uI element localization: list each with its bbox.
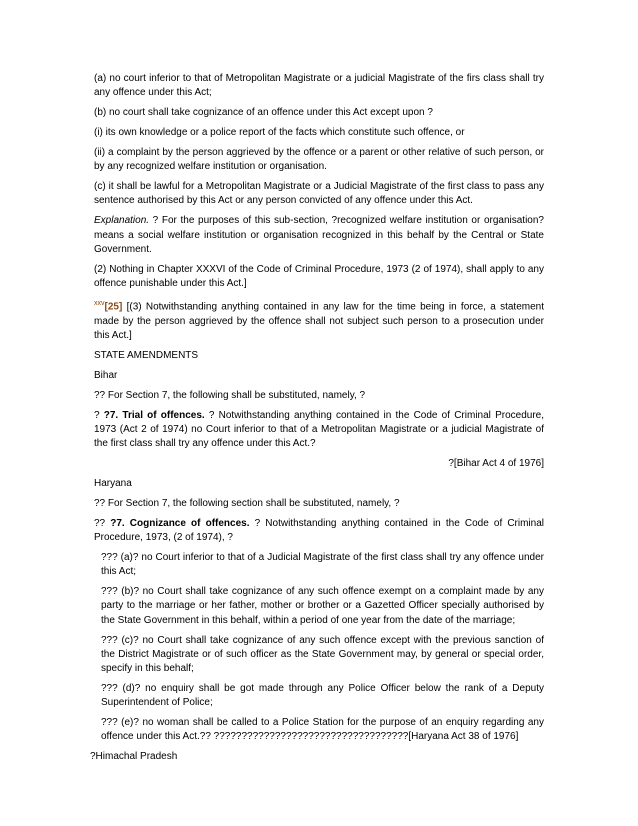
explanation-text: ? For the purposes of this sub-section, ?recognized welfare institution or organisation? means a social welfare institution or organisation recognized in this behalf by the Central or State Government. <box>94 215 544 255</box>
clause-a: (a) no court inferior to that of Metropolitan Magistrate or a judicial Magistrate of the firs class shall try any offence under this Act; <box>94 73 544 99</box>
state-bihar: Bihar <box>94 369 118 381</box>
bihar-act-citation: ?[Bihar Act 4 of 1976] <box>448 457 544 469</box>
footnote-superscript: xxv <box>94 300 105 308</box>
bihar-lead: ? <box>94 409 104 421</box>
haryana-clause-a: ??? (a)? no Court inferior to that of a Judicial Magistrate of the first class shall try any offence under this Act; <box>101 551 544 578</box>
haryana-clause-e: ??? (e)? no woman shall be called to a Police Station for the purpose of an enquiry regarding any offence under this Act.?? ???????????????????????????????????[Haryana Act 38 of 1976] <box>101 717 544 743</box>
footnote-link[interactable]: [25] <box>104 301 123 313</box>
haryana-intro: ?? For Section 7, the following section shall be substituted, namely, ? <box>94 497 400 509</box>
state-himachal-pradesh: ?Himachal Pradesh <box>90 751 178 763</box>
bihar-section <box>94 409 544 452</box>
haryana-clause-c: ??? (c)? no Court shall take cognizance of any such offence except with the previous sanction of the District Magistrate or of such officer as the State Government may, by general or special order, specify in this behalf; <box>101 634 544 675</box>
state-haryana: Haryana <box>94 477 132 489</box>
haryana-clause-d: ??? (d)? no enquiry shall be got made through any Police Officer below the rank of a Deputy Superintendent of Police; <box>101 683 544 709</box>
subsection-3 <box>94 297 544 343</box>
haryana-lead: ?? <box>94 517 111 529</box>
haryana-section <box>94 517 544 546</box>
subsection-3-text: [(3) Notwithstanding anything contained in any law for the time being in force, a statement made by the person aggrieved by the offence shall not subject such person to a prosecution under this Act.] <box>94 301 544 341</box>
haryana-section-text: ? Notwithstanding anything contained in the Code of Criminal Procedure, 1973, (2 of 1974), ? <box>94 517 545 543</box>
haryana-section-heading: ?7. Cognizance of offences. <box>110 517 250 529</box>
subsection-2: (2) Nothing in Chapter XXXVI of the Code of Criminal Procedure, 1973 (2 of 1974), shall apply to any offence punishable under this Act.] <box>94 263 544 290</box>
explanation <box>94 214 544 257</box>
state-amendments-heading: STATE AMENDMENTS <box>94 349 199 361</box>
clause-ii: (ii) a complaint by the person aggrieved by the offence or a parent or other relative of such person, or by any recognized welfare institution or organisation. <box>94 146 544 173</box>
document-page <box>90 72 545 770</box>
bihar-section-heading: ?7. Trial of offences. <box>103 409 205 421</box>
clause-b: (b) no court shall take cognizance of an offence under this Act except upon ? <box>94 107 433 119</box>
explanation-label: Explanation. <box>94 215 150 227</box>
clause-c: (c) it shall be lawful for a Metropolitan Magistrate or a Judicial Magistrate of the first class to pass any sentence authorised by this Act or any person convicted of any offence under this Act. <box>94 181 544 207</box>
clause-i: (i) its own knowledge or a police report of the facts which constitute such offence, or <box>94 127 465 139</box>
haryana-clause-b: ??? (b)? no Court shall take cognizance of any such offence exempt on a complaint made by any party to the marriage or her father, mother or brother or a Gazetted Officer specially authorised by the State Government in this behalf, within a period of one year from the date of the marriage; <box>101 586 544 626</box>
bihar-section-text: ? Notwithstanding anything contained in the Code of Criminal Procedure, 1973 (Act 2 of 1974) no Court inferior to that of a Metropolitan Magistrate or a judicial Magistrate of the first class shall try any offence under this Act.? <box>94 409 544 450</box>
bihar-intro: ?? For Section 7, the following shall be substituted, namely, ? <box>94 389 366 401</box>
